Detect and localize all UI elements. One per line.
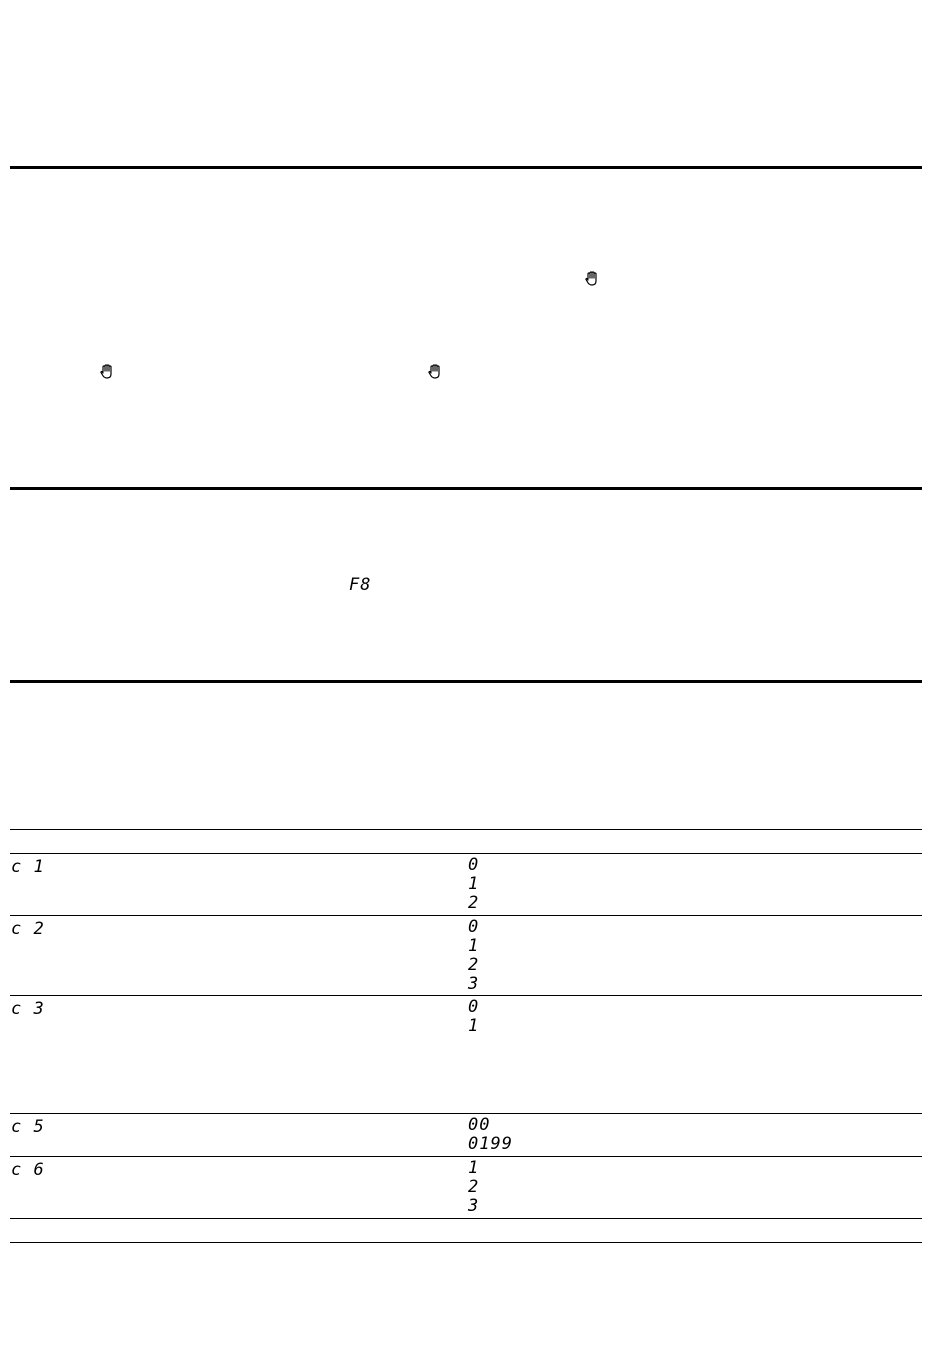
row-divider — [10, 915, 922, 916]
setting-value: 1 — [468, 874, 480, 894]
section-divider-3 — [10, 680, 922, 683]
setting-value: 2 — [468, 893, 480, 913]
setting-values — [468, 1159, 479, 1216]
setting-value: 1 — [468, 1158, 480, 1178]
setting-value: 0 — [468, 855, 480, 875]
setting-value: 0199 — [468, 1134, 513, 1154]
setting-code: c 3 — [11, 999, 45, 1019]
table-header-rule — [10, 853, 922, 854]
row-divider — [10, 1218, 922, 1219]
row-divider — [10, 1113, 922, 1114]
setting-value: 3 — [468, 1196, 480, 1216]
setting-value: 2 — [468, 1177, 480, 1197]
hand-icon — [584, 270, 600, 288]
error-code-display: F8 — [349, 575, 372, 595]
hand-icon — [99, 363, 115, 381]
setting-values — [468, 1116, 513, 1154]
row-divider — [10, 1156, 922, 1157]
section-divider-1 — [10, 166, 922, 169]
setting-values — [468, 918, 479, 994]
setting-value: 0 — [468, 997, 480, 1017]
hand-icon — [427, 363, 443, 381]
setting-code: c 2 — [11, 919, 45, 939]
table-bottom-rule — [10, 1242, 922, 1243]
setting-value: 00 — [468, 1115, 491, 1135]
setting-value: 3 — [468, 974, 480, 994]
section-divider-2 — [10, 487, 922, 490]
setting-values — [468, 856, 479, 913]
setting-value: 1 — [468, 1016, 480, 1036]
setting-value: 0 — [468, 917, 480, 937]
setting-value: 1 — [468, 936, 480, 956]
setting-code: c 1 — [11, 857, 45, 877]
row-divider — [10, 995, 922, 996]
setting-code: c 6 — [11, 1160, 45, 1180]
setting-code: c 5 — [11, 1117, 45, 1137]
setting-value: 2 — [468, 955, 480, 975]
setting-values — [468, 998, 479, 1036]
table-top-rule — [10, 829, 922, 830]
